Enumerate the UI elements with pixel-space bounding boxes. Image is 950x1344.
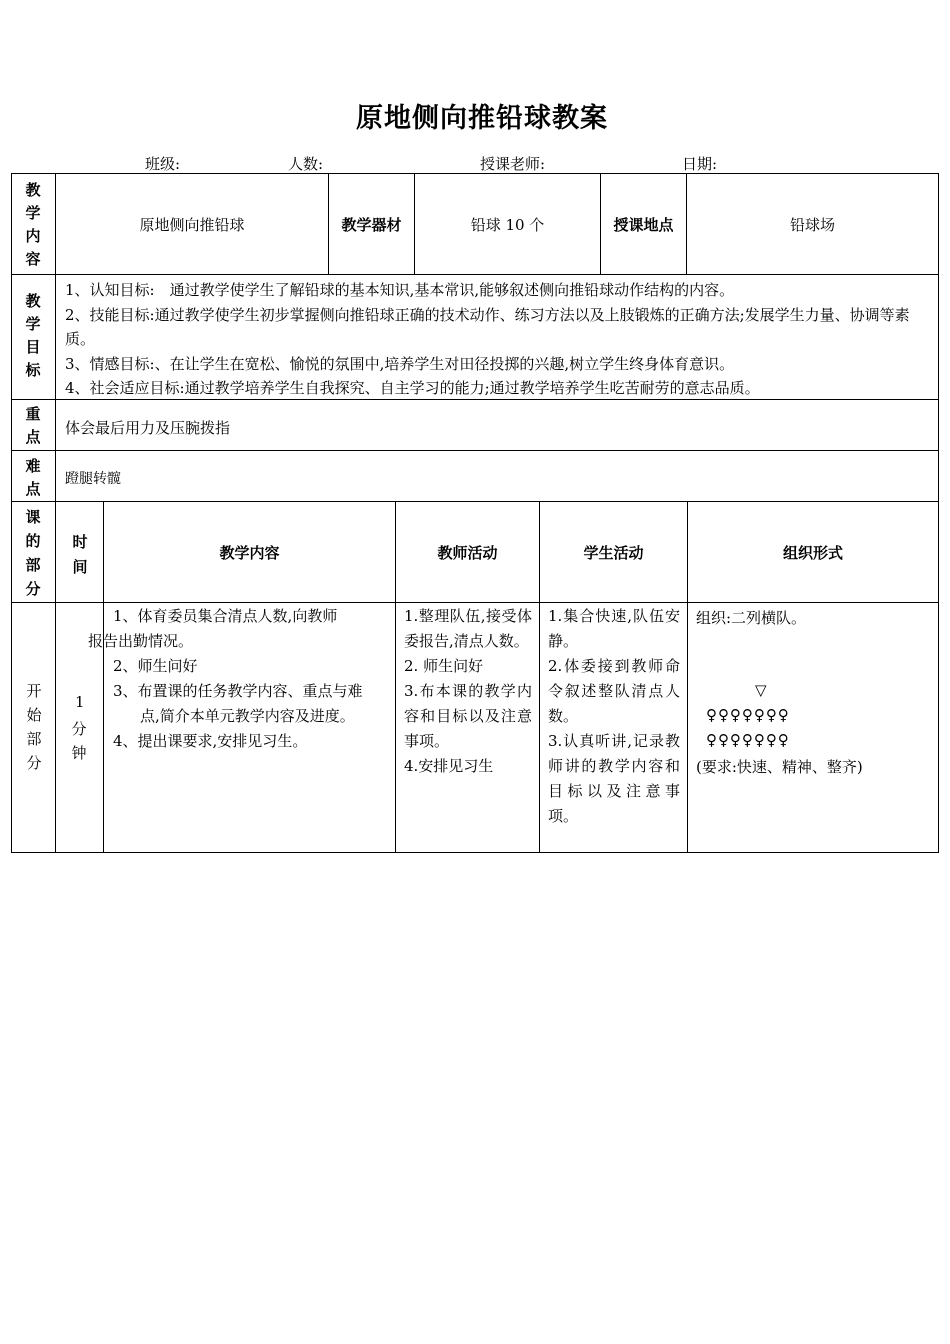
- place-value: 铅球场: [789, 215, 835, 234]
- divider: [55, 274, 56, 400]
- lesson-part-header: 课的部分: [25, 508, 41, 598]
- key-point-value: 体会最后用力及压腕拨指: [65, 419, 231, 437]
- goal-item: 3、情感目标:、在让学生在宽松、愉悦的氛围中,培养学生对田径投掷的兴趣,树立学生终身体育意识。: [65, 354, 735, 373]
- content-line: 点,简介本单元教学内容及进度。: [140, 707, 355, 725]
- teacher-activity-header: 教师活动: [437, 543, 498, 562]
- teaching-goals-list: [65, 278, 937, 401]
- teaching-content-value: 原地侧向推铅球: [139, 215, 245, 234]
- student-activity-item: 3.认真听讲,记录教师讲的教学内容和目标以及注意事项。: [548, 732, 680, 825]
- time-unit: 分钟: [71, 720, 87, 762]
- lesson-part-value: 开始部分: [26, 682, 42, 772]
- teacher-activity-item: 3.布本课的教学内容和目标以及注意事项。: [404, 682, 532, 750]
- organization-requirement: (要求:快速、精神、整齐): [696, 758, 863, 776]
- equipment-value: 铅球 10 个: [470, 215, 545, 234]
- teaching-goals-label: 教学目标: [25, 292, 41, 379]
- teacher-position-icon: ▽: [755, 681, 768, 699]
- time-number: 1: [75, 693, 85, 711]
- student-activity-list: [548, 604, 680, 829]
- equipment-label: 教学器材: [341, 215, 402, 234]
- class-label: 班级:: [145, 155, 181, 173]
- content-list: [0, 604, 395, 754]
- content-line: 报告出勤情况。: [88, 632, 194, 650]
- count-label: 人数:: [288, 155, 324, 173]
- content-header: 教学内容: [219, 543, 280, 562]
- content-line: 3、布置课的任务教学内容、重点与难: [113, 682, 363, 700]
- content-line: 2、师生问好: [113, 657, 198, 675]
- content-line: 4、提出课要求,安排见习生。: [113, 732, 308, 750]
- content-line: 1、体育委员集合清点人数,向教师: [113, 607, 338, 625]
- student-row-2: ♀♀♀♀♀♀♀: [706, 731, 790, 749]
- difficulty-label: 难点: [25, 457, 41, 498]
- student-activity-item: 1.集合快速,队伍安静。: [548, 607, 680, 650]
- teaching-content-label: 教学内容: [25, 181, 41, 268]
- place-label: 授课地点: [613, 215, 674, 234]
- time-header: 时间: [72, 533, 88, 576]
- organization-header: 组织形式: [782, 543, 843, 562]
- difficulty-value: 蹬腿转髋: [65, 471, 121, 487]
- student-row-1: ♀♀♀♀♀♀♀: [706, 706, 790, 724]
- divider: [55, 450, 56, 502]
- teacher-activity-item: 4.安排见习生: [404, 757, 494, 775]
- row-difficulty-border: [11, 450, 939, 502]
- teacher-activity-item: 2. 师生问好: [404, 657, 484, 675]
- goal-item: 1、认知目标: 通过教学使学生了解铅球的基本知识,基本常识,能够叙述侧向推铅球动作结构的内容。: [65, 281, 735, 299]
- page-title: 原地侧向推铅球教案: [356, 103, 608, 134]
- teacher-label: 授课老师:: [480, 155, 546, 173]
- student-activity-item: 2.体委接到教师命令叙述整队清点人数。: [548, 657, 680, 725]
- key-point-label: 重点: [25, 405, 41, 446]
- teacher-activity-item: 1.整理队伍,接受体委报告,清点人数。: [404, 607, 532, 650]
- divider: [55, 399, 56, 451]
- goal-item: 4、社会适应目标:通过教学培养学生自我探究、自主学习的能力;通过教学培养学生吃苦耐劳的意志品质。: [65, 379, 760, 397]
- goal-item: 2、技能目标:通过教学使学生初步掌握侧向推铅球正确的技术动作、练习方法以及上肢锻炼的正确方法;发展学生力量、协调等素质。: [65, 305, 910, 348]
- teacher-activity-list: [404, 604, 532, 779]
- date-label: 日期:: [682, 155, 718, 173]
- student-activity-header: 学生活动: [583, 543, 644, 562]
- organization-title: 组织:二列横队。: [696, 609, 807, 627]
